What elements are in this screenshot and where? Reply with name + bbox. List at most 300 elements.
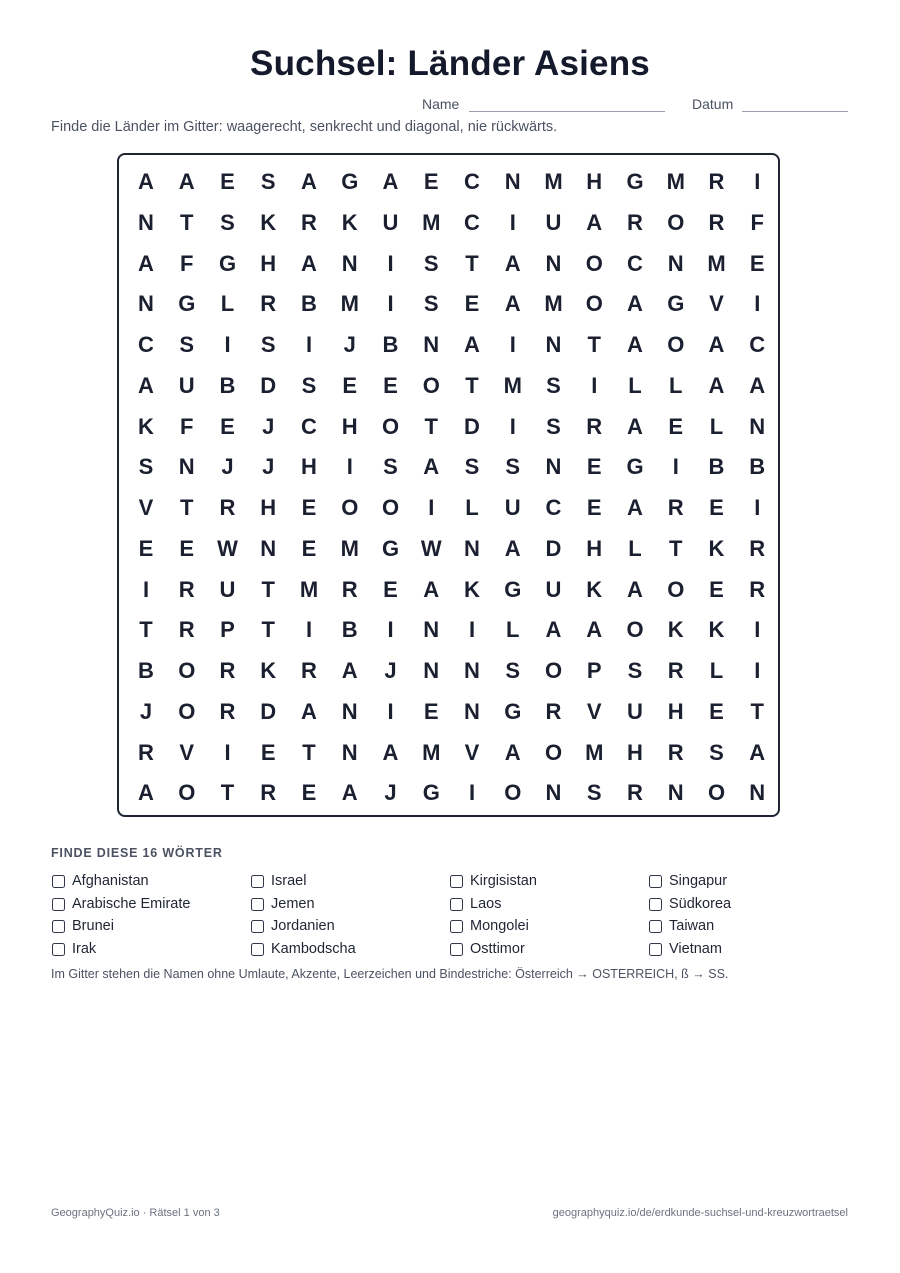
grid-cell[interactable]: A	[138, 169, 154, 194]
grid-cell[interactable]: R	[749, 535, 766, 561]
grid-cell[interactable]: G	[381, 535, 400, 561]
grid-cell[interactable]: N	[423, 617, 440, 643]
grid-cell[interactable]: J	[384, 658, 397, 683]
grid-cell[interactable]: N	[341, 250, 358, 276]
grid-cell[interactable]: K	[708, 535, 725, 561]
grid-cell[interactable]: I	[224, 739, 231, 765]
grid-cell[interactable]: R	[667, 495, 684, 520]
grid-cell[interactable]: D	[464, 413, 480, 439]
grid-cell[interactable]: A	[504, 250, 521, 276]
grid-cell[interactable]: V	[464, 739, 480, 765]
grid-cell[interactable]: S	[505, 658, 521, 683]
word-label: Brunei	[72, 918, 114, 934]
grid-cell[interactable]: N	[423, 332, 440, 357]
word-label: Arabische Emirate	[72, 895, 191, 912]
grid-cell[interactable]: O	[178, 780, 196, 806]
grid-cell[interactable]: W	[420, 535, 442, 561]
grid-cell[interactable]: A	[627, 576, 643, 602]
grid-cell[interactable]: E	[709, 576, 724, 602]
grid-cell[interactable]: B	[749, 454, 766, 480]
word-label: Taiwan	[669, 918, 715, 934]
grid-cell[interactable]: E	[342, 372, 358, 398]
grid-cell[interactable]: A	[178, 169, 195, 194]
grid-cell[interactable]: I	[305, 332, 313, 357]
grid-cell[interactable]: V	[138, 495, 154, 520]
grid-cell[interactable]: T	[587, 332, 601, 357]
grid-cell[interactable]: A	[301, 169, 317, 194]
grid-cell[interactable]: N	[178, 454, 195, 480]
instructions: Finde die Länder im Gitter: waagerecht, senkrecht und diagonal, nie rückwärts.	[51, 119, 558, 135]
grid-cell[interactable]: T	[139, 617, 153, 643]
grid-cell[interactable]: T	[261, 576, 275, 602]
grid-cell[interactable]: R	[301, 209, 317, 235]
grid-cell[interactable]: U	[219, 576, 236, 602]
date-label: Datum	[692, 96, 734, 112]
grid-cell[interactable]: O	[626, 617, 644, 643]
grid-cell[interactable]: R	[545, 698, 562, 724]
name-label: Name	[422, 96, 460, 112]
grid-cell[interactable]: S	[546, 413, 561, 439]
date-field[interactable]	[742, 111, 848, 112]
grid-cell[interactable]: T	[750, 698, 764, 724]
grid-cell[interactable]: C	[545, 495, 562, 520]
grid-cell[interactable]: O	[585, 291, 603, 317]
grid-cell[interactable]: A	[341, 658, 358, 683]
word-label: Jemen	[271, 895, 315, 912]
grid-cell[interactable]: A	[382, 169, 399, 194]
grid-cell[interactable]: S	[423, 250, 439, 276]
grid-cell[interactable]: H	[586, 169, 603, 194]
grid-cell[interactable]: B	[382, 332, 399, 357]
grid-cell[interactable]: J	[343, 332, 356, 357]
word-label: Osttimor	[470, 940, 525, 957]
grid-cell[interactable]: O	[667, 209, 685, 235]
grid-cell[interactable]: R	[178, 617, 195, 643]
grid-cell[interactable]: I	[468, 617, 476, 643]
grid-cell[interactable]: E	[586, 454, 602, 480]
grid-cell[interactable]: L	[628, 535, 642, 561]
grid-cell[interactable]: S	[464, 454, 480, 480]
word-checkbox[interactable]	[52, 920, 65, 933]
grid-cell[interactable]: V	[709, 291, 724, 317]
grid-cell[interactable]: U	[545, 209, 562, 235]
grid-cell[interactable]: I	[509, 209, 516, 235]
grid-cell[interactable]: A	[627, 495, 643, 520]
word-checkbox[interactable]	[251, 943, 264, 956]
grid-cell[interactable]: R	[301, 658, 317, 683]
grid-cell[interactable]: K	[260, 209, 277, 235]
grid-cell[interactable]: S	[423, 291, 439, 317]
grid-cell[interactable]: P	[220, 617, 235, 643]
grid-cell[interactable]: I	[754, 617, 761, 643]
grid-cell[interactable]: I	[305, 617, 313, 643]
word-label: Singapur	[669, 873, 728, 889]
word-label: Mongolei	[470, 918, 529, 934]
grid-cell[interactable]: G	[504, 698, 522, 724]
word-checkbox[interactable]	[450, 898, 463, 911]
word-checkbox[interactable]	[251, 898, 264, 911]
grid-cell[interactable]: N	[138, 209, 154, 235]
word-checkbox[interactable]	[450, 920, 463, 933]
grid-cell[interactable]: J	[139, 698, 153, 724]
grid-cell[interactable]: M	[585, 739, 604, 765]
grid-cell[interactable]: K	[586, 576, 603, 602]
grid-cell[interactable]: S	[627, 658, 643, 683]
word-checkbox[interactable]	[251, 875, 264, 888]
word-checkbox[interactable]	[52, 898, 65, 911]
name-field[interactable]	[469, 111, 665, 112]
grid-cell[interactable]: E	[179, 535, 195, 561]
grid-cell[interactable]: I	[224, 332, 231, 357]
grid-cell[interactable]: R	[260, 291, 277, 317]
grid-cell[interactable]: E	[464, 291, 480, 317]
grid-cell[interactable]: D	[545, 535, 562, 561]
grid-cell[interactable]: B	[219, 372, 236, 398]
grid-cell[interactable]: I	[754, 291, 761, 317]
grid-cell[interactable]: M	[340, 291, 359, 317]
grid-cell[interactable]: S	[546, 372, 561, 398]
grid-cell[interactable]: R	[708, 209, 725, 235]
grid-cell[interactable]: N	[545, 454, 562, 480]
grid-cell[interactable]: I	[387, 291, 394, 317]
grid-cell[interactable]: L	[506, 617, 520, 643]
grid-cell[interactable]: I	[346, 454, 353, 480]
grid-cell[interactable]: I	[142, 576, 150, 602]
grid-cell[interactable]: R	[260, 780, 277, 806]
grid-cell[interactable]: A	[627, 332, 643, 357]
grid-cell[interactable]: G	[178, 291, 196, 317]
grid-cell[interactable]: R	[219, 495, 236, 520]
grid-cell[interactable]: I	[509, 413, 516, 439]
grid-cell[interactable]: H	[586, 535, 603, 561]
grid-cell[interactable]: B	[138, 658, 154, 683]
grid-cell[interactable]: A	[627, 413, 643, 439]
grid-cell[interactable]: M	[544, 169, 563, 194]
grid-cell[interactable]: E	[586, 495, 602, 520]
grid-cell[interactable]: A	[749, 372, 766, 398]
grid-cell[interactable]: A	[504, 739, 521, 765]
grid-cell[interactable]: O	[667, 576, 685, 602]
grid-cell[interactable]: O	[422, 372, 440, 398]
grid-cell[interactable]: J	[221, 454, 234, 480]
grid-cell[interactable]: E	[709, 495, 724, 520]
grid-cell[interactable]: I	[387, 698, 394, 724]
grid-cell[interactable]: E	[220, 169, 235, 194]
grid-cell[interactable]: U	[627, 698, 643, 724]
grid-cell[interactable]: E	[301, 780, 317, 806]
grid-cell[interactable]: T	[465, 250, 479, 276]
grid-cell[interactable]: G	[626, 169, 644, 194]
word-checkbox[interactable]	[52, 875, 65, 888]
word-label: Israel	[271, 873, 307, 889]
grid-cell[interactable]: F	[750, 209, 764, 235]
grid-cell[interactable]: S	[260, 332, 276, 357]
grid-cell[interactable]: E	[383, 372, 398, 398]
name-date-row	[0, 95, 900, 115]
grid-cell[interactable]: T	[180, 209, 194, 235]
grid-cell[interactable]: F	[180, 413, 194, 439]
letter-grid	[117, 153, 780, 817]
grid-cell[interactable]: S	[709, 739, 724, 765]
grid-cell[interactable]: E	[423, 698, 439, 724]
grid-cell[interactable]: U	[504, 495, 521, 520]
grid-cell[interactable]: A	[586, 617, 603, 643]
grid-cell[interactable]: K	[708, 617, 725, 643]
grid-cell[interactable]: E	[138, 535, 154, 561]
grid-cell[interactable]: A	[464, 332, 480, 357]
word-checkbox[interactable]	[450, 875, 463, 888]
grid-cell[interactable]: B	[708, 454, 725, 480]
word-label: Vietnam	[669, 940, 722, 957]
grid-cell[interactable]: A	[749, 739, 766, 765]
grid-cell[interactable]: R	[586, 413, 603, 439]
grid-cell[interactable]: I	[387, 250, 394, 276]
grid-cell[interactable]: K	[341, 209, 358, 235]
grid-cell[interactable]: I	[428, 495, 435, 520]
word-checkbox[interactable]	[649, 898, 662, 911]
grid-cell[interactable]: K	[464, 576, 480, 602]
grid-cell[interactable]: R	[749, 576, 766, 602]
grid-cell[interactable]: P	[586, 658, 602, 683]
grid-cell[interactable]: S	[586, 780, 602, 806]
grid-cell[interactable]: W	[217, 535, 238, 561]
word-checkbox[interactable]	[251, 920, 264, 933]
grid-cell[interactable]: E	[260, 739, 276, 765]
grid-cell[interactable]: C	[138, 332, 154, 357]
grid-cell[interactable]: A	[382, 739, 399, 765]
grid-cell[interactable]: G	[504, 576, 522, 602]
grid-cell[interactable]: R	[627, 780, 643, 806]
word-checkbox[interactable]	[649, 875, 662, 888]
grid-cell[interactable]: C	[627, 250, 643, 276]
word-checkbox[interactable]	[649, 943, 662, 956]
grid-cell[interactable]: I	[468, 780, 476, 806]
grid-cell[interactable]: E	[668, 413, 684, 439]
grid-cell[interactable]: I	[591, 372, 598, 398]
grid-cell[interactable]: A	[423, 454, 440, 480]
grid-cell[interactable]: B	[341, 617, 358, 643]
grid-cell[interactable]: H	[260, 495, 277, 520]
grid-cell[interactable]: V	[179, 739, 195, 765]
grid-cell[interactable]: R	[219, 698, 236, 724]
grid-cell[interactable]: F	[180, 250, 194, 276]
grid-cell[interactable]: A	[708, 372, 725, 398]
word-label: Irak	[72, 940, 97, 957]
grid-cell[interactable]: S	[505, 454, 521, 480]
grid-note: Im Gitter stehen die Namen ohne Umlaute, Akzente, Leerzeichen und Bindestriche: Österreich → OSTERREICH, ß → SS.	[51, 967, 729, 981]
grid-cell[interactable]: I	[509, 332, 516, 357]
word-checkbox[interactable]	[52, 943, 65, 956]
grid-cell[interactable]: C	[464, 209, 480, 235]
grid-cell[interactable]: N	[545, 250, 562, 276]
grid-cell[interactable]: O	[544, 739, 563, 765]
grid-cell[interactable]: O	[544, 658, 563, 683]
grid-cell[interactable]: N	[667, 780, 684, 806]
grid-cell[interactable]: M	[503, 372, 522, 398]
grid-cell[interactable]: S	[220, 209, 235, 235]
grid-cell[interactable]: M	[299, 576, 319, 602]
grid-cell[interactable]: H	[341, 413, 358, 439]
grid-cell[interactable]: A	[138, 780, 154, 806]
grid-cell[interactable]: N	[464, 535, 480, 561]
grid-cell[interactable]: H	[627, 739, 643, 765]
grid-cell[interactable]: B	[301, 291, 317, 317]
grid-cell[interactable]: G	[667, 291, 685, 317]
grid-cell[interactable]: L	[709, 413, 724, 439]
grid-cell[interactable]: O	[667, 332, 685, 357]
grid-cell[interactable]: A	[504, 535, 521, 561]
grid-cell[interactable]: N	[341, 739, 358, 765]
grid-cell[interactable]: D	[260, 698, 277, 724]
grid-cell[interactable]: K	[138, 413, 154, 439]
word-label: Laos	[470, 895, 502, 912]
grid-cell[interactable]: I	[754, 169, 761, 194]
grid-cell[interactable]: H	[301, 454, 317, 480]
word-label: Jordanien	[271, 918, 335, 934]
grid-cell[interactable]: C	[749, 332, 766, 357]
grid-cell[interactable]: M	[422, 739, 441, 765]
grid-cell[interactable]: H	[667, 698, 684, 724]
grid-cell[interactable]: S	[260, 169, 276, 194]
grid-cell[interactable]: A	[504, 291, 521, 317]
grid-cell[interactable]: G	[626, 454, 644, 480]
grid-cell[interactable]: E	[749, 250, 765, 276]
grid-cell[interactable]: R	[708, 169, 725, 194]
grid-cell[interactable]: T	[220, 780, 235, 806]
grid-cell[interactable]: E	[423, 169, 439, 194]
grid-cell[interactable]: A	[301, 250, 317, 276]
grid-cell[interactable]: I	[754, 658, 761, 683]
grid-cell[interactable]: R	[178, 576, 195, 602]
grid-cell[interactable]: K	[667, 617, 684, 643]
grid-cell[interactable]: T	[261, 617, 275, 643]
grid-cell[interactable]: E	[301, 535, 317, 561]
grid-cell[interactable]: R	[667, 658, 684, 683]
grid-cell[interactable]: N	[545, 332, 562, 357]
grid-cell[interactable]: L	[220, 291, 235, 317]
grid-cell[interactable]: D	[260, 372, 277, 398]
grid-cell[interactable]: A	[586, 209, 603, 235]
grid-cell[interactable]: I	[672, 454, 679, 480]
grid-cell[interactable]: R	[341, 576, 358, 602]
grid-cell[interactable]: N	[545, 780, 562, 806]
grid-cell[interactable]: L	[669, 372, 683, 398]
grid-cell[interactable]: M	[340, 535, 359, 561]
grid-cell[interactable]: O	[381, 495, 400, 520]
word-checkbox[interactable]	[649, 920, 662, 933]
grid-cell[interactable]: M	[422, 209, 441, 235]
grid-cell[interactable]: S	[138, 454, 154, 480]
grid-cell[interactable]: I	[387, 617, 394, 643]
grid-cell[interactable]: E	[709, 698, 724, 724]
grid-cell[interactable]: V	[586, 698, 602, 724]
grid-cell[interactable]: G	[218, 250, 237, 276]
grid-cell[interactable]: L	[628, 372, 642, 398]
grid-cell[interactable]: R	[667, 739, 684, 765]
grid-cell[interactable]: N	[464, 698, 480, 724]
grid-cell[interactable]: L	[709, 658, 724, 683]
grid-cell[interactable]: M	[707, 250, 726, 276]
grid-cell[interactable]: A	[341, 780, 358, 806]
grid-cell[interactable]: N	[464, 658, 480, 683]
grid-cell[interactable]: N	[667, 250, 684, 276]
grid-cell[interactable]: A	[138, 250, 154, 276]
grid-cell[interactable]: M	[544, 291, 563, 317]
grid-cell[interactable]: A	[708, 332, 725, 357]
grid-cell[interactable]: T	[424, 413, 438, 439]
grid-cell[interactable]: E	[301, 495, 317, 520]
grid-cell[interactable]: A	[423, 576, 440, 602]
grid-cell[interactable]: U	[178, 372, 195, 398]
grid-cell[interactable]: J	[384, 780, 397, 806]
word-label: Afghanistan	[72, 873, 149, 889]
grid-cell[interactable]: A	[138, 372, 154, 398]
word-list-heading: FINDE DIESE 16 WÖRTER	[51, 846, 223, 860]
grid-cell[interactable]: O	[707, 780, 726, 806]
grid-cell[interactable]: E	[220, 413, 235, 439]
grid-cell[interactable]: A	[545, 617, 562, 643]
word-checkbox[interactable]	[450, 943, 463, 956]
grid-cell[interactable]: M	[666, 169, 685, 194]
grid-cell[interactable]: T	[302, 739, 316, 765]
grid-cell[interactable]: N	[749, 780, 766, 806]
grid-cell[interactable]: O	[504, 780, 522, 806]
grid-cell[interactable]: N	[423, 658, 440, 683]
footer-source: GeographyQuiz.io · Rätsel 1 von 3	[51, 1207, 220, 1219]
grid-cell[interactable]: O	[341, 495, 359, 520]
word-label: Kambodscha	[271, 940, 356, 957]
grid-cell[interactable]: A	[301, 698, 317, 724]
grid-cell[interactable]: N	[341, 698, 358, 724]
grid-cell[interactable]: N	[138, 291, 154, 317]
grid-cell[interactable]: S	[179, 332, 195, 357]
grid-cell[interactable]: T	[465, 372, 479, 398]
grid-cell[interactable]: N	[504, 169, 521, 194]
grid-cell[interactable]: S	[383, 454, 398, 480]
grid-cell[interactable]: A	[627, 291, 643, 317]
grid-cell[interactable]: C	[301, 413, 317, 439]
grid-cell[interactable]: J	[262, 454, 275, 480]
grid-cell[interactable]: H	[260, 250, 277, 276]
grid-cell[interactable]: O	[585, 250, 603, 276]
word-label: Kirgisistan	[470, 873, 537, 889]
grid-cell[interactable]: S	[301, 372, 317, 398]
grid-cell[interactable]: C	[464, 169, 480, 194]
grid-cell[interactable]: L	[465, 495, 479, 520]
grid-cell[interactable]: U	[545, 576, 562, 602]
grid-cell[interactable]: G	[422, 780, 440, 806]
grid-cell[interactable]: K	[260, 658, 277, 683]
grid-cell[interactable]: T	[669, 535, 683, 561]
grid-cell[interactable]: E	[383, 576, 398, 602]
page-title: Suchsel: Länder Asiens	[250, 44, 650, 83]
grid-cell[interactable]: O	[178, 658, 196, 683]
grid-cell[interactable]: U	[382, 209, 399, 235]
grid-cell[interactable]: R	[627, 209, 643, 235]
grid-cell[interactable]: T	[180, 495, 194, 520]
grid-cell[interactable]: O	[381, 413, 400, 439]
grid-cell[interactable]: J	[262, 413, 275, 439]
grid-cell[interactable]: I	[754, 495, 761, 520]
grid-cell[interactable]: R	[219, 658, 236, 683]
grid-cell[interactable]: N	[260, 535, 277, 561]
grid-cell[interactable]: G	[341, 169, 359, 194]
footer-url: geographyquiz.io/de/erdkunde-suchsel-und-kreuzwortraetsel	[552, 1207, 848, 1219]
grid-cell[interactable]: R	[138, 739, 154, 765]
word-label: Südkorea	[669, 895, 732, 912]
grid-cell[interactable]: N	[749, 413, 766, 439]
grid-cell[interactable]: O	[178, 698, 196, 724]
